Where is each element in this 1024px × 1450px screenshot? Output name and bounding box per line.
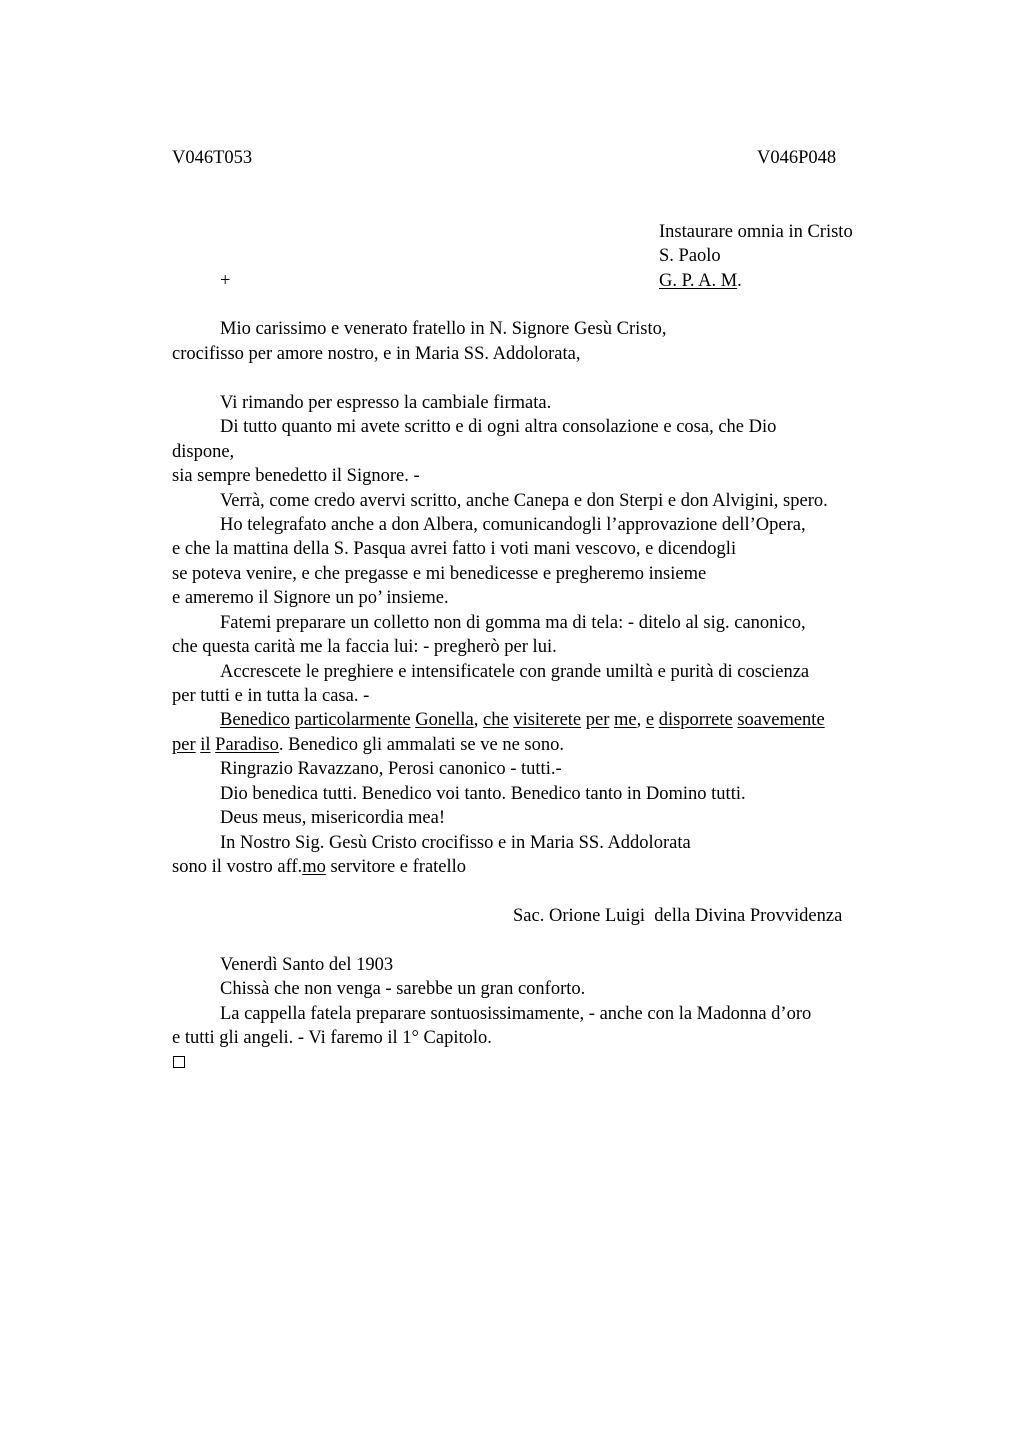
postscript-line-4: e tutti gli angeli. - Vi faremo il 1° Capitolo.	[172, 1028, 492, 1048]
underlined-word: Paradiso	[215, 735, 279, 755]
body-line-07: e che la mattina della S. Pasqua avrei fatto i voti mani vescovo, e dicendogli	[172, 539, 737, 559]
body-line-11: che questa carità me la faccia lui: - pregherò per lui.	[172, 637, 557, 657]
motto-initials-period: .	[737, 271, 742, 291]
end-square-icon	[173, 1056, 185, 1068]
postscript-line-1: Venerdì Santo del 1903	[220, 955, 394, 975]
underlined-word: il	[200, 735, 211, 755]
motto-line-1: Instaurare omnia in Cristo	[659, 222, 853, 242]
body-line-19: In Nostro Sig. Gesù Cristo crocifisso e in Maria SS. Addolorata	[220, 833, 691, 853]
motto-initials: G. P. A. M	[659, 271, 738, 291]
closing-head: sono il vostro aff.	[172, 857, 303, 877]
body-line-15	[172, 733, 564, 757]
document-code-right: V046P048	[757, 148, 837, 168]
salutation-line-2: crocifisso per amore nostro, e in Maria SS. Addolorata,	[172, 344, 581, 364]
underlined-word: disporrete	[658, 710, 733, 730]
closing-superscript-mo: mo	[302, 857, 326, 877]
body-line-09: e ameremo il Signore un po’ insieme.	[172, 588, 449, 608]
underlined-word: e	[645, 710, 655, 730]
underlined-word: me	[614, 710, 637, 730]
body-line-08: se poteva venire, e che pregasse e mi benedicesse e pregheremo insieme	[172, 564, 707, 584]
motto-line-2: S. Paolo	[659, 246, 721, 266]
closing-tail: servitore e fratello	[325, 857, 467, 877]
body-line-18: Deus meus, misericordia mea!	[220, 808, 446, 828]
body-line-14: Benedico particolarmente Gonella, che visiterete per me, e disporrete soavemente	[220, 710, 825, 730]
postscript-line-3: La cappella fatela preparare sontuosissimamente, - anche con la Madonna d’oro	[220, 1004, 812, 1024]
document-code-left: V046T053	[172, 148, 253, 168]
body-line-02: Di tutto quanto mi avete scritto e di ogni altra consolazione e cosa, che Dio	[220, 417, 777, 437]
underlined-word: visiterete	[513, 710, 582, 730]
underlined-word: per	[172, 735, 196, 755]
body-line-13: per tutti e in tutta la casa. -	[172, 686, 370, 706]
body-line-01: Vi rimando per espresso la cambiale firmata.	[220, 393, 552, 413]
underlined-word: particolarmente	[294, 710, 411, 730]
postscript-line-2: Chissà che non venga - sarebbe un gran conforto.	[220, 979, 586, 999]
motto-line-3	[659, 269, 742, 293]
underlined-word: soavemente	[737, 710, 825, 730]
body-line-15-tail: . Benedico gli ammalati se ve ne sono.	[278, 735, 565, 755]
body-line-03: dispone,	[172, 442, 235, 462]
body-line-10: Fatemi preparare un colletto non di gomma ma di tela: - ditelo al sig. canonico,	[220, 613, 806, 633]
body-line-05: Verrà, come credo avervi scritto, anche Canepa e don Sterpi e don Alvigini, spero.	[220, 491, 828, 511]
underlined-word: Benedico	[220, 710, 290, 730]
body-line-17: Dio benedica tutti. Benedico voi tanto. Benedico tanto in Domino tutti.	[220, 784, 746, 804]
salutation-line-1: Mio carissimo e venerato fratello in N. Signore Gesù Cristo,	[220, 319, 667, 339]
underlined-word: per	[585, 710, 610, 730]
signature: Sac. Orione Luigi della Divina Provvidenza	[513, 906, 843, 926]
body-line-12: Accrescete le preghiere e intensificatele con grande umiltà e purità di coscienza	[220, 662, 810, 682]
cross-symbol: +	[220, 271, 231, 291]
body-line-16: Ringrazio Ravazzano, Perosi canonico - tutti.-	[220, 759, 562, 779]
body-line-06: Ho telegrafato anche a don Albera, comunicandogli l’approvazione dell’Opera,	[220, 515, 806, 535]
body-line-20	[172, 855, 466, 879]
underlined-word: Gonella	[415, 710, 474, 730]
body-line-04: sia sempre benedetto il Signore. -	[172, 466, 420, 486]
underlined-word: che	[483, 710, 509, 730]
